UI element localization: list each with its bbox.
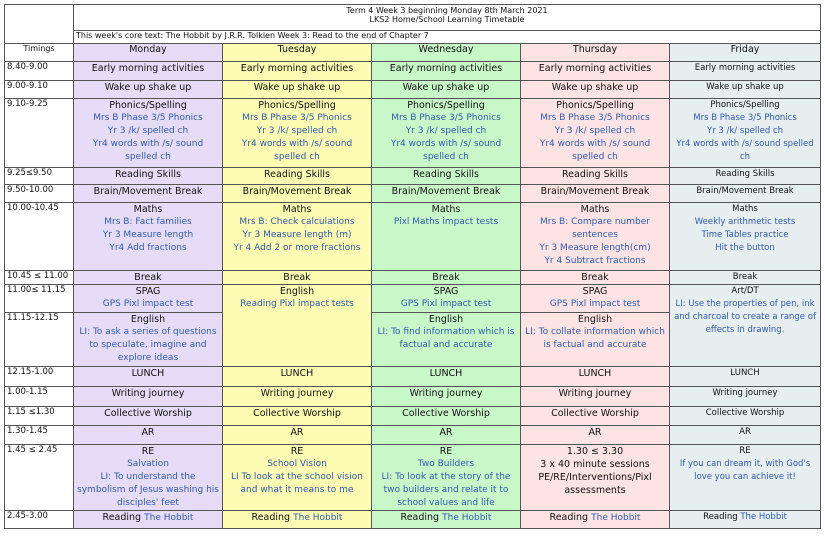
cell-thu-maths	[521, 203, 670, 271]
phonics-line: Mrs B Phase 3/5 Phonics	[693, 113, 797, 123]
maths-line: Pixl Maths impact tests	[393, 217, 499, 227]
time-cell: 11.00≤ 11.15	[5, 285, 74, 313]
cell-thu-phonics	[521, 99, 670, 168]
cell-tue-break: Brain/Movement Break	[223, 185, 372, 203]
cell-wed-break2: Break	[372, 271, 521, 285]
cell-tue-worship: Collective Worship	[223, 407, 372, 426]
day-wednesday: Wednesday	[372, 44, 521, 62]
sessions-time: 1.30 ≤ 3.30	[566, 446, 624, 457]
cell-fri-reading-skills: Reading Skills	[670, 168, 821, 185]
time-cell: 9.00-9.10	[5, 81, 74, 99]
corner-cell	[5, 5, 74, 31]
maths-title: Maths	[133, 204, 163, 215]
cell-mon-ar: AR	[74, 426, 223, 445]
cell-thu-break: Brain/Movement Break	[521, 185, 670, 203]
timetable-heading: LKS2 Home/School Learning Timetable	[369, 15, 525, 24]
maths-line: Weekly arithmetic tests	[694, 217, 796, 227]
cell-wed-early: Early morning activities	[372, 62, 521, 81]
table-row	[5, 185, 821, 203]
cell-tue-phonics	[223, 99, 372, 168]
cell-wed-ar: AR	[372, 426, 521, 445]
maths-line: Yr 4 Subtract fractions	[544, 256, 646, 266]
cell-tue-ar: AR	[223, 426, 372, 445]
reading-label: Reading	[251, 512, 291, 523]
maths-line: Mrs B: Check calculations	[239, 217, 355, 227]
re-topic: Salvation	[127, 459, 169, 469]
cell-thu-break2: Break	[521, 271, 670, 285]
phonics-line: Yr4 words with /s/ sound spelled ch	[390, 139, 502, 162]
core-text-info: This week's core text: The Hobbit by J.R.R. Tolkien Week 3: Read to the end of Chapter 7	[74, 31, 821, 44]
reading-label: Reading	[102, 512, 142, 523]
timetable-title	[74, 5, 821, 31]
english-detail: LI: To find information which is factual and accurate	[377, 327, 515, 350]
time-cell: 11.15-12.15	[5, 313, 74, 367]
cell-thu-writing: Writing journey	[521, 387, 670, 407]
cell-mon-reading-skills: Reading Skills	[74, 168, 223, 185]
cell-thu-spag	[521, 285, 670, 313]
table-row	[5, 62, 821, 81]
re-quote: If you can dream it, with God's love you can achieve it!	[679, 459, 811, 482]
cell-fri-artdt	[670, 285, 821, 367]
cell-fri-early: Early morning activities	[670, 62, 821, 81]
maths-line: Mrs B: Fact families	[104, 217, 192, 227]
cell-fri-phonics	[670, 99, 821, 168]
time-cell: 12.15-1.00	[5, 367, 74, 387]
cell-mon-early: Early morning activities	[74, 62, 223, 81]
cell-mon-worship: Collective Worship	[74, 407, 223, 426]
cell-mon-reading	[74, 511, 223, 529]
cell-mon-writing: Writing journey	[74, 387, 223, 407]
maths-title: Maths	[580, 204, 610, 215]
time-cell: 8.40-9.00	[5, 62, 74, 81]
cell-wed-phonics	[372, 99, 521, 168]
maths-title: Maths	[732, 204, 758, 214]
term-heading: Term 4 Week 3 beginning Monday 8th March 2021	[346, 6, 548, 15]
cell-thu-reading	[521, 511, 670, 529]
re-title: RE	[739, 446, 751, 456]
spag-title: SPAG	[582, 286, 608, 297]
maths-title: Maths	[282, 204, 312, 215]
english-detail: LI: To ask a series of questions to speculate, imagine and explore ideas	[79, 327, 217, 363]
phonics-line: Mrs B Phase 3/5 Phonics	[93, 113, 203, 123]
re-objective: LI: To look at the story of the two builders and relate it to school values and life	[381, 472, 511, 508]
cell-wed-reading	[372, 511, 521, 529]
reading-label: Reading	[400, 512, 440, 523]
table-row	[5, 445, 821, 511]
cell-tue-reading-skills: Reading Skills	[223, 168, 372, 185]
cell-tue-reading	[223, 511, 372, 529]
phonics-line: Yr4 words with /s/ sound spelled ch	[539, 139, 651, 162]
maths-line: Hit the button	[715, 243, 775, 253]
english-title: English	[428, 314, 464, 325]
re-topic: Two Builders	[417, 459, 475, 469]
day-tuesday: Tuesday	[223, 44, 372, 62]
cell-wed-maths	[372, 203, 521, 271]
maths-line: Yr4 Add fractions	[109, 243, 187, 253]
time-cell: 9.50-10.00	[5, 185, 74, 203]
cell-mon-lunch: LUNCH	[74, 367, 223, 387]
spag-detail: GPS Pixl impact test	[549, 299, 641, 309]
phonics-line: Yr4 words with /s/ sound spelled ch	[676, 139, 814, 162]
cell-mon-break2: Break	[74, 271, 223, 285]
phonics-title: Phonics/Spelling	[109, 100, 187, 111]
cell-wed-worship: Collective Worship	[372, 407, 521, 426]
cell-mon-spag	[74, 285, 223, 313]
maths-line: Yr 4 Add 2 or more fractions	[233, 243, 361, 253]
cell-tue-wake: Wake up shake up	[223, 81, 372, 99]
cell-tue-english	[223, 285, 372, 367]
cell-thu-early: Early morning activities	[521, 62, 670, 81]
table-row	[5, 511, 821, 529]
cell-wed-break: Brain/Movement Break	[372, 185, 521, 203]
book-title: The Hobbit	[293, 513, 343, 523]
english-detail: LI: To collate information which is factual and accurate	[525, 327, 665, 350]
artdt-title: Art/DT	[731, 286, 759, 296]
spag-detail: GPS Pixl impact test	[102, 299, 194, 309]
spag-detail: GPS Pixl impact test	[400, 299, 492, 309]
time-cell: 9.25≤9.50	[5, 168, 74, 185]
cell-fri-re	[670, 445, 821, 511]
time-cell: 9.10-9.25	[5, 99, 74, 168]
cell-tue-maths	[223, 203, 372, 271]
re-objective: LI To look at the school vision and what it means to me	[231, 472, 363, 495]
cell-wed-english	[372, 313, 521, 367]
table-row	[5, 367, 821, 387]
phonics-title: Phonics/Spelling	[710, 100, 780, 110]
table-row	[5, 407, 821, 426]
table-row	[5, 203, 821, 271]
re-objective: LI: To understand the symbolism of Jesus washing his disciples' feet	[77, 472, 219, 508]
table-row	[5, 426, 821, 445]
re-topic: School Vision	[267, 459, 327, 469]
book-title: The Hobbit	[591, 513, 641, 523]
spag-title: SPAG	[433, 286, 459, 297]
table-row	[5, 81, 821, 99]
table-row	[5, 168, 821, 185]
phonics-line: Yr 3 /k/ spelled ch	[707, 126, 784, 136]
corner-cell-lower	[5, 31, 74, 44]
cell-fri-maths	[670, 203, 821, 271]
cell-tue-re	[223, 445, 372, 511]
maths-line: Yr 3 Measure length(cm)	[539, 243, 651, 253]
cell-thu-reading-skills: Reading Skills	[521, 168, 670, 185]
time-cell: 1.30-1.45	[5, 426, 74, 445]
reading-label: Reading	[549, 512, 589, 523]
day-thursday: Thursday	[521, 44, 670, 62]
maths-title: Maths	[431, 204, 461, 215]
phonics-line: Yr 3 /k/ spelled ch	[554, 126, 636, 136]
cell-fri-writing: Writing journey	[670, 387, 821, 407]
phonics-line: Yr4 words with /s/ sound spelled ch	[92, 139, 204, 162]
phonics-title: Phonics/Spelling	[407, 100, 485, 111]
maths-line: Time Tables practice	[701, 230, 789, 240]
time-cell: 10.00-10.45	[5, 203, 74, 271]
phonics-line: Mrs B Phase 3/5 Phonics	[242, 113, 352, 123]
day-monday: Monday	[74, 44, 223, 62]
time-cell: 1.45 ≤ 2.45	[5, 445, 74, 511]
cell-thu-ar: AR	[521, 426, 670, 445]
phonics-line: Yr 3 /k/ spelled ch	[107, 126, 189, 136]
table-row	[5, 271, 821, 285]
spag-title: SPAG	[135, 286, 161, 297]
cell-wed-wake: Wake up shake up	[372, 81, 521, 99]
timetable	[4, 4, 821, 529]
artdt-detail: LI: Use the properties of pen, ink and charcoal to create a range of effects in drawing.	[674, 299, 816, 335]
cell-mon-english	[74, 313, 223, 367]
phonics-line: Yr 3 /k/ spelled ch	[256, 126, 338, 136]
day-friday: Friday	[670, 44, 821, 62]
phonics-line: Yr 3 /k/ spelled ch	[405, 126, 487, 136]
cell-fri-wake: Wake up shake up	[670, 81, 821, 99]
cell-mon-maths	[74, 203, 223, 271]
timings-header: Timings	[5, 44, 74, 62]
cell-wed-lunch: LUNCH	[372, 367, 521, 387]
cell-tue-break2: Break	[223, 271, 372, 285]
book-title: The Hobbit	[144, 513, 194, 523]
table-row	[5, 285, 821, 313]
re-title: RE	[290, 446, 304, 457]
cell-thu-lunch: LUNCH	[521, 367, 670, 387]
table-row	[5, 99, 821, 168]
re-title: RE	[141, 446, 155, 457]
cell-mon-break: Brain/Movement Break	[74, 185, 223, 203]
cell-tue-early: Early morning activities	[223, 62, 372, 81]
table-row	[5, 387, 821, 407]
english-title: English	[130, 314, 166, 325]
cell-wed-writing: Writing journey	[372, 387, 521, 407]
cell-thu-wake: Wake up shake up	[521, 81, 670, 99]
cell-thu-worship: Collective Worship	[521, 407, 670, 426]
phonics-line: Yr4 words with /s/ sound spelled ch	[241, 139, 353, 162]
cell-wed-spag	[372, 285, 521, 313]
re-title: RE	[439, 446, 453, 457]
cell-thu-english	[521, 313, 670, 367]
day-header-row	[5, 44, 821, 62]
cell-tue-writing: Writing journey	[223, 387, 372, 407]
cell-thu-sessions	[521, 445, 670, 511]
cell-fri-break: Brain/Movement Break	[670, 185, 821, 203]
english-title: English	[577, 314, 613, 325]
time-cell: 2.45-3.00	[5, 511, 74, 529]
time-cell: 1.15 ≤1.30	[5, 407, 74, 426]
cell-tue-lunch: LUNCH	[223, 367, 372, 387]
cell-mon-phonics	[74, 99, 223, 168]
english-detail: Reading Pixl impact tests	[240, 299, 354, 309]
time-cell: 10.45 ≤ 11.00	[5, 271, 74, 285]
reading-label: Reading	[703, 512, 738, 522]
cell-fri-break2: Break	[670, 271, 821, 285]
sessions-detail: 3 x 40 minute sessions PE/RE/Interventions/Pixl assessments	[538, 459, 652, 496]
cell-mon-wake: Wake up shake up	[74, 81, 223, 99]
phonics-line: Mrs B Phase 3/5 Phonics	[391, 113, 501, 123]
maths-line: Yr 3 Measure length	[102, 230, 194, 240]
phonics-title: Phonics/Spelling	[556, 100, 634, 111]
cell-fri-lunch: LUNCH	[670, 367, 821, 387]
cell-mon-re	[74, 445, 223, 511]
cell-wed-reading-skills: Reading Skills	[372, 168, 521, 185]
maths-line: Mrs B: Compare number sentences	[540, 217, 650, 240]
maths-line: Yr 3 Measure length (m)	[242, 230, 352, 240]
cell-wed-re	[372, 445, 521, 511]
english-title: English	[279, 286, 315, 297]
book-title: The Hobbit	[740, 512, 787, 522]
cell-fri-reading	[670, 511, 821, 529]
phonics-title: Phonics/Spelling	[258, 100, 336, 111]
book-title: The Hobbit	[442, 513, 492, 523]
cell-fri-ar: AR	[670, 426, 821, 445]
phonics-line: Mrs B Phase 3/5 Phonics	[540, 113, 650, 123]
time-cell: 1.00-1.15	[5, 387, 74, 407]
cell-fri-worship: Collective Worship	[670, 407, 821, 426]
